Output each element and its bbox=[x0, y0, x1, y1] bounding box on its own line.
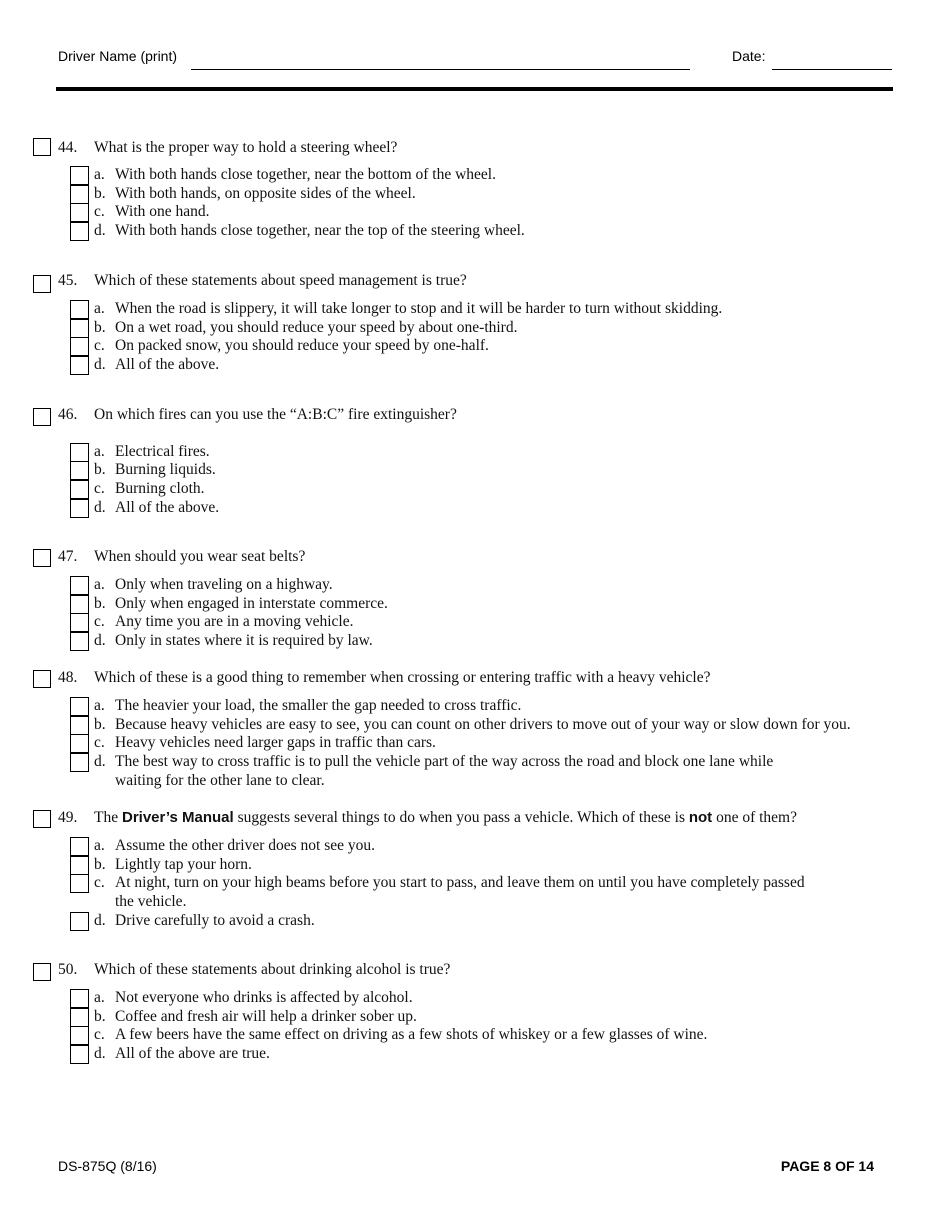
question-number: 47. bbox=[58, 548, 78, 565]
option-text: With both hands close together, near the top of the steering wheel. bbox=[115, 222, 525, 239]
question-number: 44. bbox=[58, 139, 78, 156]
option-letter: c. bbox=[94, 337, 105, 354]
answer-checkbox[interactable] bbox=[70, 697, 89, 716]
question-checkbox[interactable] bbox=[33, 408, 51, 426]
option-text: Only in states where it is required by law. bbox=[115, 632, 373, 649]
answer-option bbox=[0, 632, 950, 651]
answer-checkbox[interactable] bbox=[70, 1026, 89, 1045]
answer-option bbox=[0, 856, 950, 875]
option-letter: d. bbox=[94, 222, 106, 239]
option-text: Electrical fires. bbox=[115, 443, 210, 460]
manual-title: Driver’s Manual bbox=[121, 809, 234, 826]
answer-checkbox[interactable] bbox=[70, 576, 89, 595]
question-number: 46. bbox=[58, 406, 78, 423]
date-field[interactable] bbox=[772, 69, 892, 70]
answer-checkbox[interactable] bbox=[70, 595, 89, 614]
answer-option bbox=[0, 185, 950, 204]
option-text: Only when engaged in interstate commerce. bbox=[115, 595, 388, 612]
answer-option bbox=[0, 356, 950, 375]
option-text: Not everyone who drinks is affected by alcohol. bbox=[115, 989, 413, 1006]
option-text: With both hands close together, near the bottom of the wheel. bbox=[115, 166, 496, 183]
question-text: Which of these statements about speed management is true? bbox=[94, 272, 467, 289]
option-letter: a. bbox=[94, 576, 105, 593]
answer-checkbox[interactable] bbox=[70, 837, 89, 856]
answer-checkbox[interactable] bbox=[70, 300, 89, 319]
option-letter: a. bbox=[94, 837, 105, 854]
option-letter: d. bbox=[94, 356, 106, 373]
answer-checkbox[interactable] bbox=[70, 319, 89, 338]
option-text: Assume the other driver does not see you. bbox=[115, 837, 375, 854]
option-text: The best way to cross traffic is to pull the vehicle part of the way across the road and block one lane while bbox=[115, 753, 774, 770]
answer-option bbox=[0, 716, 950, 735]
question-text-part: The bbox=[94, 809, 122, 826]
answer-checkbox[interactable] bbox=[70, 203, 89, 222]
answer-option bbox=[0, 461, 950, 480]
option-letter: b. bbox=[94, 1008, 106, 1025]
answer-option bbox=[0, 912, 950, 931]
answer-checkbox[interactable] bbox=[70, 613, 89, 632]
option-letter: b. bbox=[94, 185, 106, 202]
option-letter: c. bbox=[94, 613, 105, 630]
option-letter: c. bbox=[94, 734, 105, 751]
answer-option bbox=[0, 753, 950, 789]
option-letter: c. bbox=[94, 874, 105, 891]
option-letter: b. bbox=[94, 716, 106, 733]
answer-option bbox=[0, 337, 950, 356]
question-checkbox[interactable] bbox=[33, 138, 51, 156]
option-text: Any time you are in a moving vehicle. bbox=[115, 613, 354, 630]
question-text: When should you wear seat belts? bbox=[94, 548, 306, 565]
answer-checkbox[interactable] bbox=[70, 912, 89, 931]
answer-checkbox[interactable] bbox=[70, 443, 89, 462]
option-letter: c. bbox=[94, 203, 105, 220]
question-text: Which of these statements about drinking alcohol is true? bbox=[94, 961, 451, 978]
question-text: What is the proper way to hold a steering wheel? bbox=[94, 139, 398, 156]
option-text: A few beers have the same effect on driving as a few shots of whiskey or a few glasses of wine. bbox=[115, 1026, 708, 1043]
option-text: All of the above are true. bbox=[115, 1045, 270, 1062]
answer-checkbox[interactable] bbox=[70, 480, 89, 499]
question-checkbox[interactable] bbox=[33, 670, 51, 688]
option-text: The heavier your load, the smaller the gap needed to cross traffic. bbox=[115, 697, 522, 714]
option-letter: c. bbox=[94, 480, 105, 497]
answer-option bbox=[0, 166, 950, 185]
option-letter: a. bbox=[94, 300, 105, 317]
option-text: Coffee and fresh air will help a drinker sober up. bbox=[115, 1008, 417, 1025]
option-text: With both hands, on opposite sides of the wheel. bbox=[115, 185, 416, 202]
answer-option bbox=[0, 1026, 950, 1045]
answer-option bbox=[0, 989, 950, 1008]
option-letter: b. bbox=[94, 461, 106, 478]
answer-option bbox=[0, 697, 950, 716]
emphasis-not: not bbox=[688, 809, 713, 826]
option-text: All of the above. bbox=[115, 499, 220, 516]
question-checkbox[interactable] bbox=[33, 549, 51, 567]
option-letter: b. bbox=[94, 595, 106, 612]
answer-option bbox=[0, 222, 950, 241]
option-letter: a. bbox=[94, 166, 105, 183]
answer-checkbox[interactable] bbox=[70, 356, 89, 375]
question-checkbox[interactable] bbox=[33, 963, 51, 981]
option-letter: c. bbox=[94, 1026, 105, 1043]
option-text: All of the above. bbox=[115, 356, 220, 373]
answer-checkbox[interactable] bbox=[70, 337, 89, 356]
answer-checkbox[interactable] bbox=[70, 1045, 89, 1064]
answer-option bbox=[0, 203, 950, 222]
header-divider bbox=[56, 87, 893, 91]
answer-checkbox[interactable] bbox=[70, 461, 89, 480]
option-letter: b. bbox=[94, 856, 106, 873]
option-text: Drive carefully to avoid a crash. bbox=[115, 912, 315, 929]
question-number: 45. bbox=[58, 272, 78, 289]
answer-checkbox[interactable] bbox=[70, 874, 89, 893]
answer-option bbox=[0, 319, 950, 338]
option-text-continuation: waiting for the other lane to clear. bbox=[115, 772, 325, 789]
answer-checkbox[interactable] bbox=[70, 1008, 89, 1027]
option-text: On a wet road, you should reduce your speed by about one-third. bbox=[115, 319, 518, 336]
option-text: With one hand. bbox=[115, 203, 210, 220]
option-letter: d. bbox=[94, 632, 106, 649]
question-checkbox[interactable] bbox=[33, 275, 51, 293]
question-checkbox[interactable] bbox=[33, 810, 51, 828]
question-number: 50. bbox=[58, 961, 78, 978]
answer-option bbox=[0, 300, 950, 319]
option-letter: a. bbox=[94, 989, 105, 1006]
answer-option bbox=[0, 499, 950, 518]
question-text-part: suggests several things to do when you pass a vehicle. Which of these is bbox=[233, 809, 689, 826]
answer-checkbox[interactable] bbox=[70, 989, 89, 1008]
driver-name-label: Driver Name (print) bbox=[58, 48, 178, 64]
answer-option bbox=[0, 734, 950, 753]
answer-option bbox=[0, 874, 950, 910]
answer-checkbox[interactable] bbox=[70, 499, 89, 518]
question-text: On which fires can you use the “A:B:C” fire extinguisher? bbox=[94, 406, 457, 423]
page-number: PAGE 8 OF 14 bbox=[780, 1158, 874, 1174]
option-letter: d. bbox=[94, 1045, 106, 1062]
option-text: Lightly tap your horn. bbox=[115, 856, 252, 873]
option-text: On packed snow, you should reduce your speed by one-half. bbox=[115, 337, 489, 354]
option-text: Burning liquids. bbox=[115, 461, 216, 478]
driver-name-field[interactable] bbox=[191, 69, 690, 70]
option-letter: d. bbox=[94, 912, 106, 929]
answer-option bbox=[0, 837, 950, 856]
answer-checkbox[interactable] bbox=[70, 716, 89, 735]
date-label: Date: bbox=[732, 48, 766, 64]
option-text: Burning cloth. bbox=[115, 480, 205, 497]
option-letter: b. bbox=[94, 319, 106, 336]
option-text: At night, turn on your high beams before you start to pass, and leave them on until you have completely passed bbox=[115, 874, 805, 891]
answer-option bbox=[0, 595, 950, 614]
option-text-continuation: the vehicle. bbox=[115, 893, 187, 910]
question-text: Which of these is a good thing to remember when crossing or entering traffic with a heavy vehicle? bbox=[94, 669, 711, 686]
question-text-part: one of them? bbox=[712, 809, 797, 826]
answer-checkbox[interactable] bbox=[70, 166, 89, 185]
answer-option bbox=[0, 576, 950, 595]
question-text bbox=[94, 809, 797, 827]
question-number: 49. bbox=[58, 809, 78, 826]
answer-checkbox[interactable] bbox=[70, 856, 89, 875]
option-text: Because heavy vehicles are easy to see, you can count on other drivers to move out of your way or slow down for you. bbox=[115, 716, 851, 733]
answer-checkbox[interactable] bbox=[70, 222, 89, 241]
answer-option bbox=[0, 613, 950, 632]
option-text: Only when traveling on a highway. bbox=[115, 576, 333, 593]
option-letter: a. bbox=[94, 697, 105, 714]
answer-checkbox[interactable] bbox=[70, 185, 89, 204]
answer-checkbox[interactable] bbox=[70, 632, 89, 651]
option-letter: a. bbox=[94, 443, 105, 460]
form-id: DS-875Q (8/16) bbox=[58, 1158, 157, 1174]
answer-option bbox=[0, 1045, 950, 1064]
question-number: 48. bbox=[58, 669, 78, 686]
option-text: Heavy vehicles need larger gaps in traffic than cars. bbox=[115, 734, 436, 751]
answer-option bbox=[0, 443, 950, 462]
answer-option bbox=[0, 1008, 950, 1027]
answer-option bbox=[0, 480, 950, 499]
answer-checkbox[interactable] bbox=[70, 734, 89, 753]
option-letter: d. bbox=[94, 753, 106, 770]
answer-checkbox[interactable] bbox=[70, 753, 89, 772]
option-text: When the road is slippery, it will take longer to stop and it will be harder to turn without skidding. bbox=[115, 300, 723, 317]
option-letter: d. bbox=[94, 499, 106, 516]
